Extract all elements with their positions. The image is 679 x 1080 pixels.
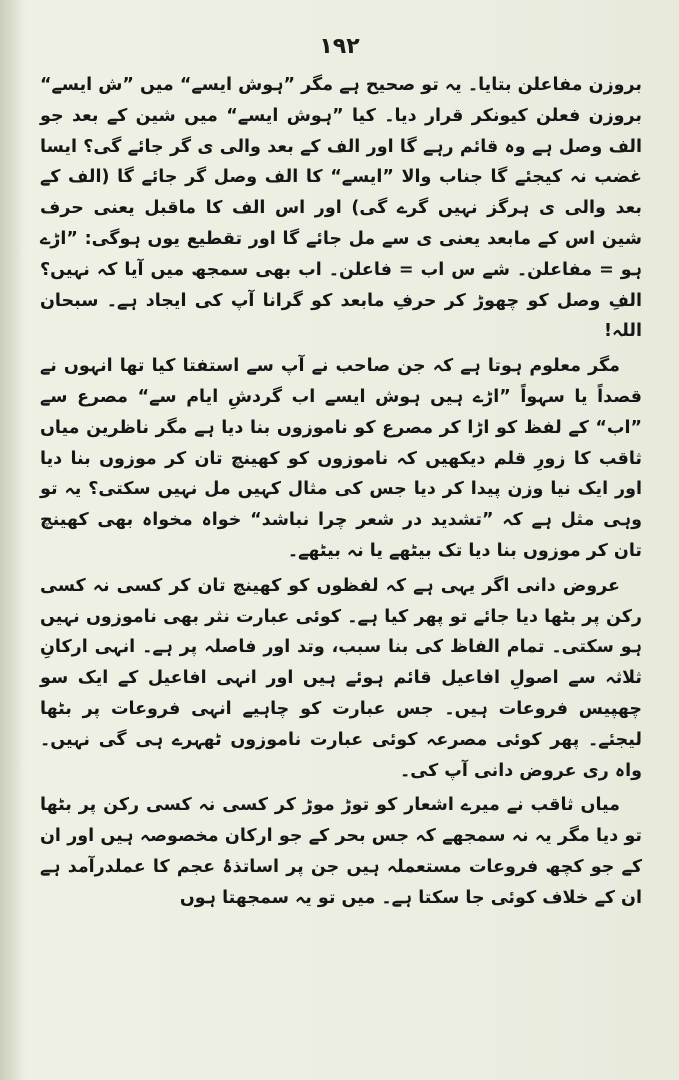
body-text xyxy=(40,70,642,918)
paragraph-1: بروزن مفاعلن بتایا۔ یہ تو صحیح ہے مگر ”ہوش ایسے“ میں ”ش ایسے“ بروزن فعلن کیونکر قرار دیا۔ کیا ”ہوش ایسے“ میں شین کے بعد جو الف وصل ہے وہ قائم رہے گا اور الف کے بعد والی ی گر جائے گی؟ ایسا غضب نہ کیجئے گا جناب والا ”ایسے“ کا الف وصل گر جائے گا (الف کے بعد والی ی ہرگز نہیں گرے گی) اور اس الف کا ماقبل یعنی حرف شین اس کے مابعد یعنی ی سے مل جائے گا اور تقطیع یوں ہوگی: ”اڑے ہو = مفاعلن۔ شے س اب = فاعلن۔ اب بھی سمجھ میں آیا کہ نہیں؟ الفِ وصل کو چھوڑ کر حرفِ مابعد کو گرانا آپ کی ایجاد ہے۔ سبحان اللہ! xyxy=(40,75,642,342)
page-number: ۱۹۲ xyxy=(319,34,360,59)
page-binding-shadow xyxy=(0,0,22,1080)
paragraph-3: عروض دانی اگر یہی ہے کہ لفظوں کو کھینچ تان کر کسی نہ کسی رکن پر بٹھا دیا جائے تو پھر کیا ہے۔ کوئی عبارت نثر بھی ناموزوں نہیں ہو سکتی۔ تمام الفاظ کی بنا سبب، وتد اور فاصلہ پر ہے۔ انہی ارکانِ ثلاثہ سے اصولِ افاعیل قائم ہوئے ہیں اور انہی افاعیل کے ایک سو چھپیس فروعات ہیں۔ جس عبارت کو چاہیے انہی فروعات پر بٹھا لیجئے۔ پھر کوئی مصرعہ کوئی عبارت ناموزوں ٹھہرے ہی گی نہیں۔ واہ ری عروض دانی آپ کی۔ xyxy=(40,575,642,781)
paragraph-4: میاں ثاقب نے میرے اشعار کو توڑ موڑ کر کسی نہ کسی رکن پر بٹھا تو دیا مگر یہ نہ سمجھے کہ جس بحر کے جو ارکان مخصوصہ ہیں اور ان کے جو کچھ فروعات مستعملہ ہیں جن پر اساتذۂ عجم کا عملدرآمد ہے ان کے خلاف کوئی جا سکتا ہے۔ میں تو یہ سمجھتا ہوں xyxy=(40,795,642,908)
paragraph-2: مگر معلوم ہوتا ہے کہ جن صاحب نے آپ سے استفتا کیا تھا انہوں نے قصداً یا سہواً ”اڑے ہیں ہوش ایسے اب گردشِ ایام سے“ مصرع سے ”اب“ کے لفظ کو اڑا کر مصرع کو ناموزوں بنا دیا ہے مگر ناظرین میاں ثاقب کا زورِ قلم دیکھیں کہ ناموزوں کو کھینچ تان کر موزوں بنا دیا اور ایک نیا وزن پیدا کر دیا جس کی مثال کہیں مل نہیں سکتی؟ یہ تو وہی مثل ہے کہ ”تشدید در شعر چرا نباشد“ خواہ مخواہ بھی کھینچ تان کر موزوں بنا دیا تک بیٹھے یا نہ بیٹھے۔ xyxy=(40,356,642,561)
